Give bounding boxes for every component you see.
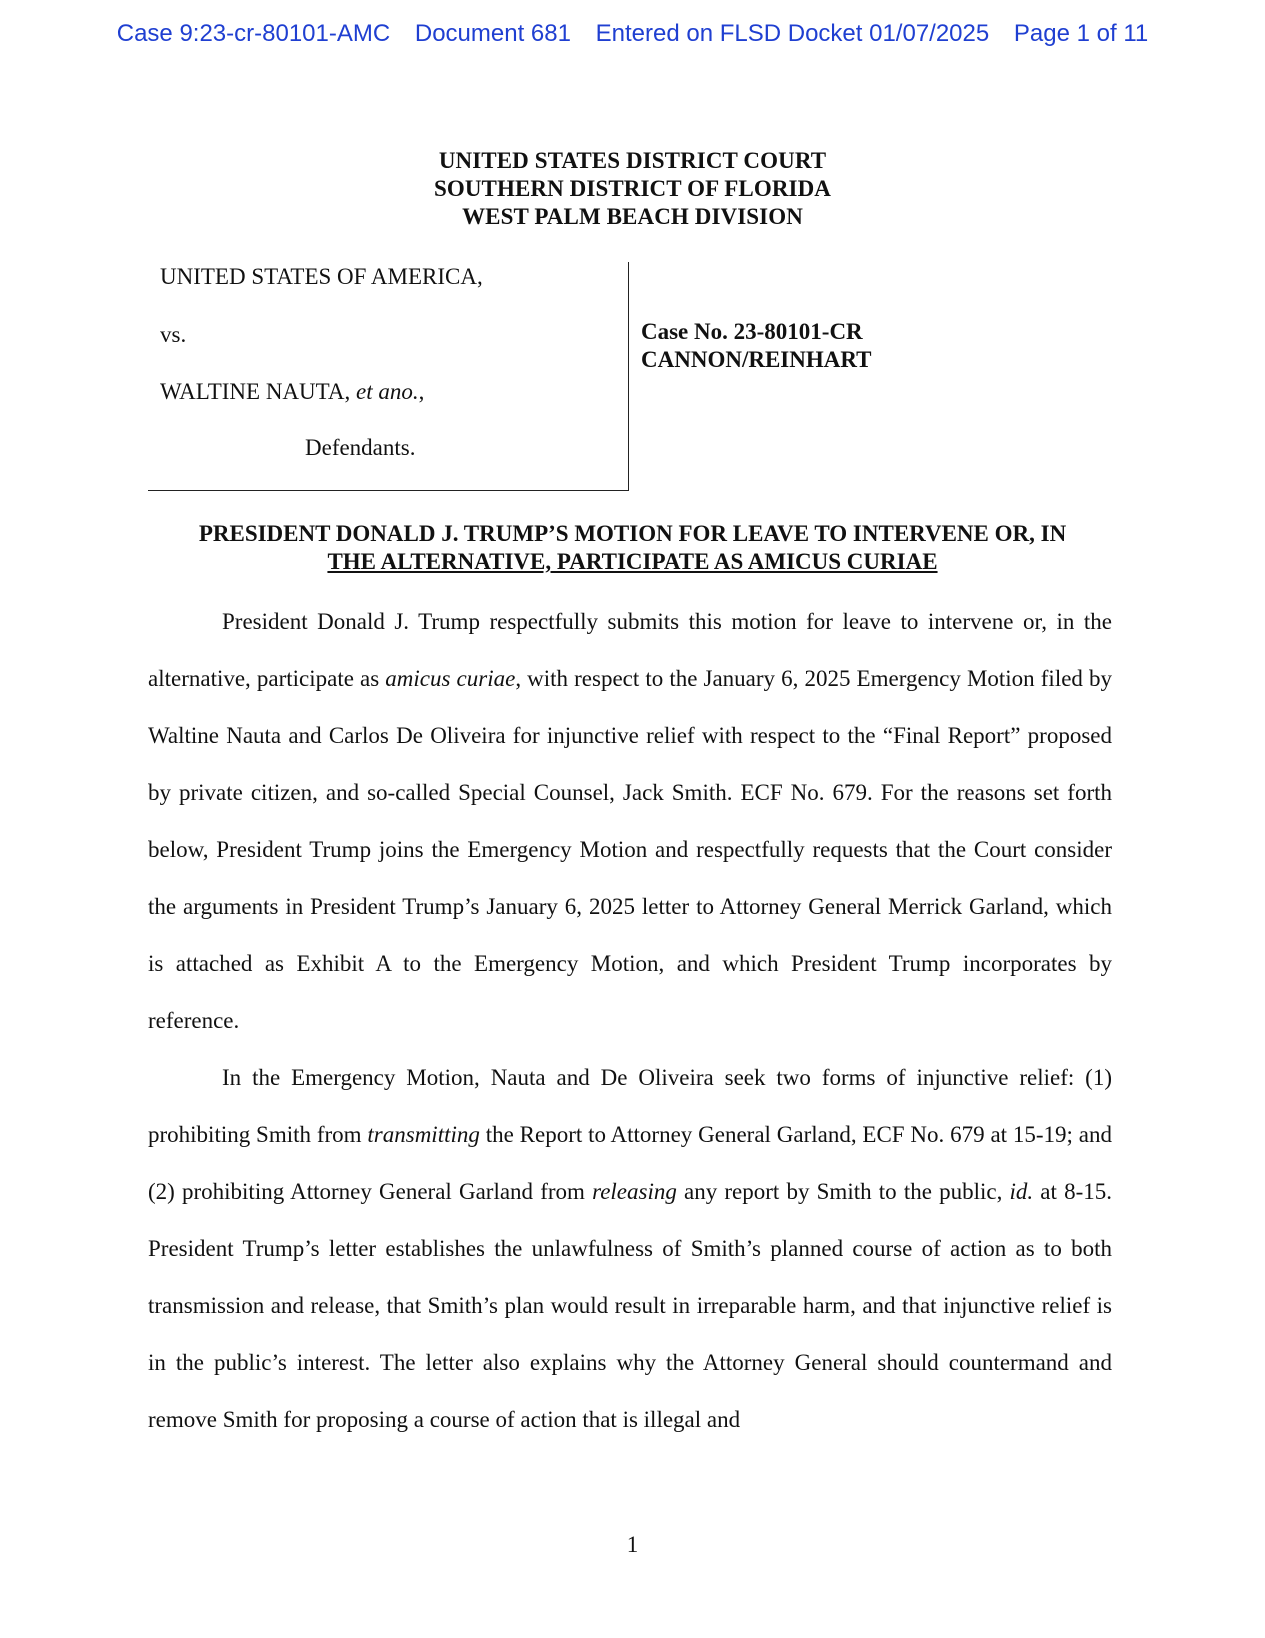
- defendants-label: Defendants.: [305, 435, 416, 460]
- defendant-et-ano: et ano.: [355, 379, 419, 404]
- p1-text-b: , with respect to the January 6, 2025 Emergency Motion filed by Waltine Nauta and Carlos De Oliveira for injunctive relief with respect to the “Final Report” proposed by private citizen, and so-called Special Counsel, Jack Smith. ECF No. 679. For the reasons set forth below, President Trump joins the Emergency Motion and respectfully requests that the Court consider the arguments in President Trump’s January 6, 2025 letter to Attorney General Merrick Garland, which is attached as Exhibit A to the Emergency Motion, and which President Trump incorporates by reference.: [148, 666, 1113, 1033]
- case-number-block: [641, 318, 871, 374]
- defendant-name: [160, 379, 424, 405]
- p2-transmitting: transmitting: [367, 1122, 480, 1147]
- court-district: SOUTHERN DISTRICT OF FLORIDA: [433, 176, 832, 201]
- case-caption-parties: [148, 262, 629, 491]
- motion-title-line-2: THE ALTERNATIVE, PARTICIPATE AS AMICUS CURIAE: [327, 549, 938, 574]
- page-number: 1: [626, 1532, 639, 1557]
- defendant-name-text: WALTINE NAUTA,: [160, 379, 356, 404]
- motion-title-line-1: PRESIDENT DONALD J. TRUMP’S MOTION FOR LEAVE TO INTERVENE OR, IN: [198, 521, 1067, 546]
- p2-text-c: any report by Smith to the public,: [676, 1179, 1010, 1204]
- judges: CANNON/REINHART: [641, 347, 872, 372]
- motion-body: [148, 593, 1112, 1448]
- body-paragraph-2: [148, 1049, 1112, 1448]
- p1-amicus-curiae: amicus curiae: [385, 666, 516, 691]
- motion-title: [0, 520, 1265, 576]
- court-name: UNITED STATES DISTRICT COURT: [438, 148, 827, 173]
- docket-page-count: Page 1 of 11: [1013, 20, 1149, 47]
- p2-releasing: releasing: [592, 1179, 677, 1204]
- p2-text-a: In the Emergency Motion, Nauta and De Oliveira seek two forms of injunctive relief: (1) prohibiting Smith from: [148, 1065, 1112, 1147]
- p1-text-a: President Donald J. Trump respectfully submits this motion for leave to intervene or, in the alternative, participate as: [148, 609, 1112, 691]
- versus-label: vs.: [160, 322, 187, 347]
- court-caption: [0, 147, 1265, 231]
- docket-header: [0, 20, 1265, 48]
- court-division: WEST PALM BEACH DIVISION: [462, 204, 803, 229]
- p2-text-d: at 8-15. President Trump’s letter establishes the unlawfulness of Smith’s planned course of action as to both transmission and release, that Smith’s plan would result in irreparable harm, and that injunctive relief is in the public’s interest. The letter also explains why the Attorney General should countermand and remove Smith for proposing a course of action that is illegal and: [148, 1179, 1112, 1432]
- defendant-comma: ,: [418, 379, 425, 404]
- docket-case-number: Case 9:23-cr-80101-AMC: [116, 20, 391, 47]
- body-paragraph-1: [148, 593, 1112, 1049]
- p2-id: id.: [1009, 1179, 1034, 1204]
- p2-text-b: the Report to Attorney General Garland, ECF No. 679 at 15-19; and (2) prohibiting Attorney General Garland from: [148, 1122, 1112, 1204]
- docket-entered-date: Entered on FLSD Docket 01/07/2025: [595, 20, 990, 47]
- docket-document-number: Document 681: [414, 20, 571, 47]
- plaintiff-name: UNITED STATES OF AMERICA,: [160, 264, 483, 289]
- case-number: Case No. 23-80101-CR: [641, 319, 863, 344]
